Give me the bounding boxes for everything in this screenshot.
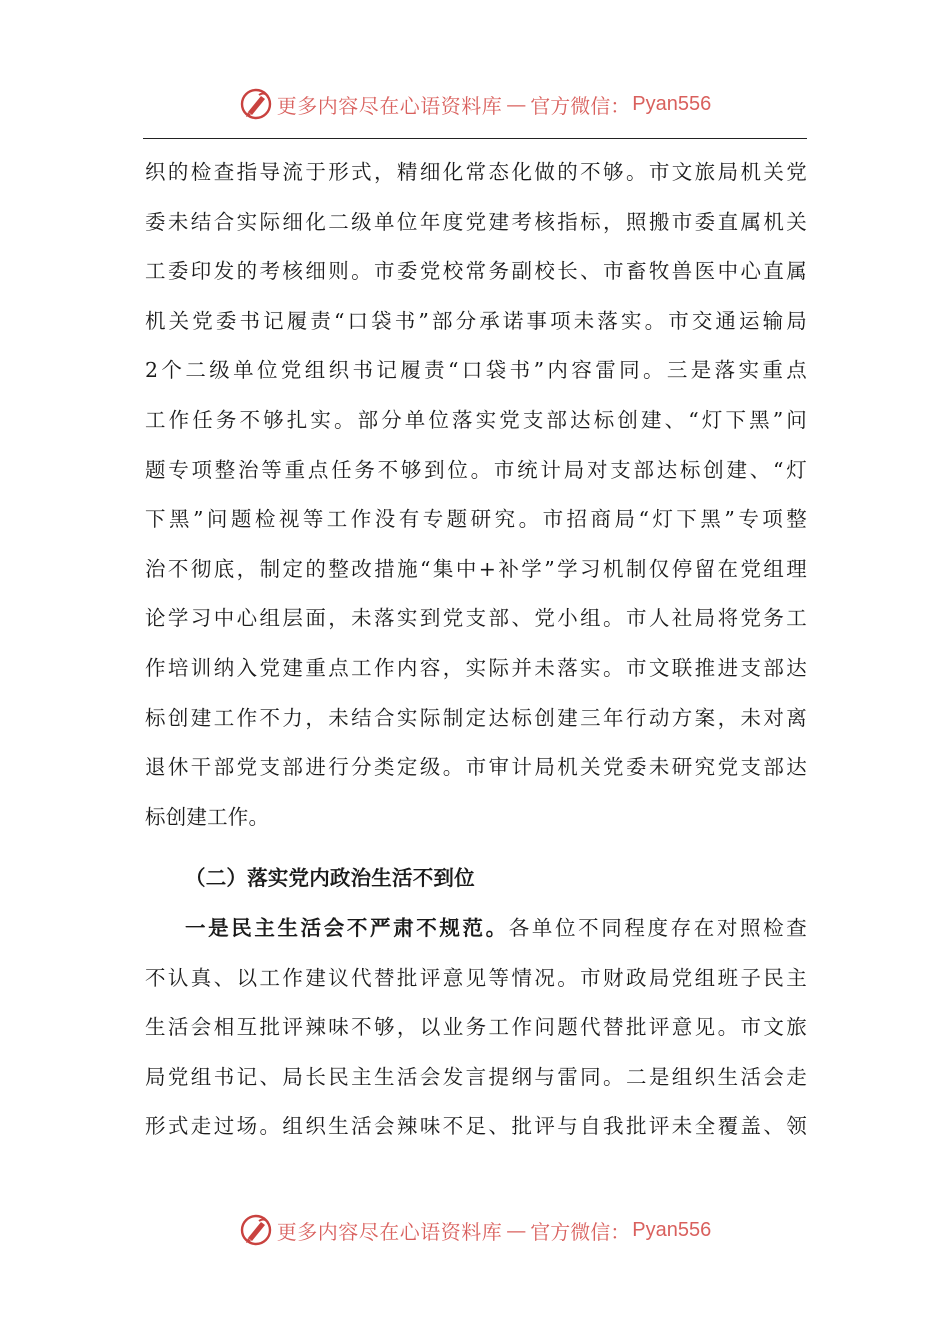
- document-body: [145, 148, 807, 1152]
- banner-wechat-label: 官方微信：: [530, 93, 631, 118]
- text-line: 论学习中心组层面，未落实到党支部、党小组。市人社局将党务工: [145, 606, 807, 631]
- text-line: 2个二级单位党组织书记履责“口袋书”内容雷同。三是落实重点: [145, 358, 807, 383]
- banner-wechat-label: 官方微信：: [530, 1219, 631, 1244]
- section-heading: （二）落实党内政治生活不到位: [185, 866, 475, 891]
- paragraph-2: [145, 904, 807, 1152]
- text-line: 工作任务不够扎实。部分单位落实党支部达标创建、“灯下黑”问: [145, 407, 807, 432]
- header-divider: [143, 138, 807, 139]
- text-line: 生活会相互批评辣味不够，以业务工作问题代替批评意见。市文旅: [145, 1015, 807, 1040]
- text-line: 形式走过场。组织生活会辣味不足、批评与自我批评未全覆盖、领: [145, 1114, 807, 1139]
- text-line: 不认真、以工作建议代替批评意见等情况。市财政局党组班子民主: [145, 965, 807, 990]
- bold-lead: 一是民主生活会不严肃不规范。: [185, 915, 509, 940]
- paragraph-1: [145, 148, 807, 842]
- text-line: 题专项整治等重点任务不够到位。市统计局对支部达标创建、“灯: [145, 457, 807, 482]
- banner-separator: —: [506, 1218, 527, 1242]
- text-line: 委未结合实际细化二级单位年度党建考核指标，照搬市委直属机关: [145, 209, 807, 234]
- text-line: 标创建工作不力，未结合实际制定达标创建三年行动方案，未对离: [145, 705, 807, 730]
- banner-separator: —: [506, 92, 527, 116]
- text-line: 治不彻底，制定的整改措施“集中+补学”学习机制仅停留在党组理: [145, 556, 807, 581]
- text-line: 织的检查指导流于形式，精细化常态化做的不够。市文旅局机关党: [145, 160, 807, 184]
- banner-title: 更多内容尽在心语资料库: [276, 1219, 503, 1244]
- banner-title: 更多内容尽在心语资料库: [276, 93, 503, 118]
- text-line: 局党组书记、局长民主生活会发言提纲与雷同。二是组织生活会走: [145, 1064, 807, 1089]
- banner-wechat-id: Pyan556: [632, 1218, 712, 1241]
- header-banner: [0, 84, 950, 124]
- banner-wechat-id: Pyan556: [632, 92, 712, 115]
- text-line: 退休干部党支部进行分类定级。市审计局机关党委未研究党支部达: [145, 755, 807, 780]
- text-line-first: [145, 904, 807, 954]
- text-line: 下黑”问题检视等工作没有专题研究。市招商局“灯下黑”专项整: [145, 507, 807, 532]
- text-line: 标创建工作。: [145, 804, 270, 829]
- lead-rest: 各单位不同程度存在对照检查: [508, 915, 807, 940]
- text-line: 工委印发的考核细则。市委党校常务副校长、市畜牧兽医中心直属: [145, 259, 807, 284]
- text-line: 机关党委书记履责“口袋书”部分承诺事项未落实。市交通运输局: [145, 308, 807, 333]
- pen-logo-icon: [239, 87, 273, 121]
- text-line: 作培训纳入党建重点工作内容，实际并未落实。市文联推进支部达: [145, 655, 807, 680]
- footer-banner: [0, 1210, 950, 1250]
- pen-logo-icon: [239, 1213, 273, 1247]
